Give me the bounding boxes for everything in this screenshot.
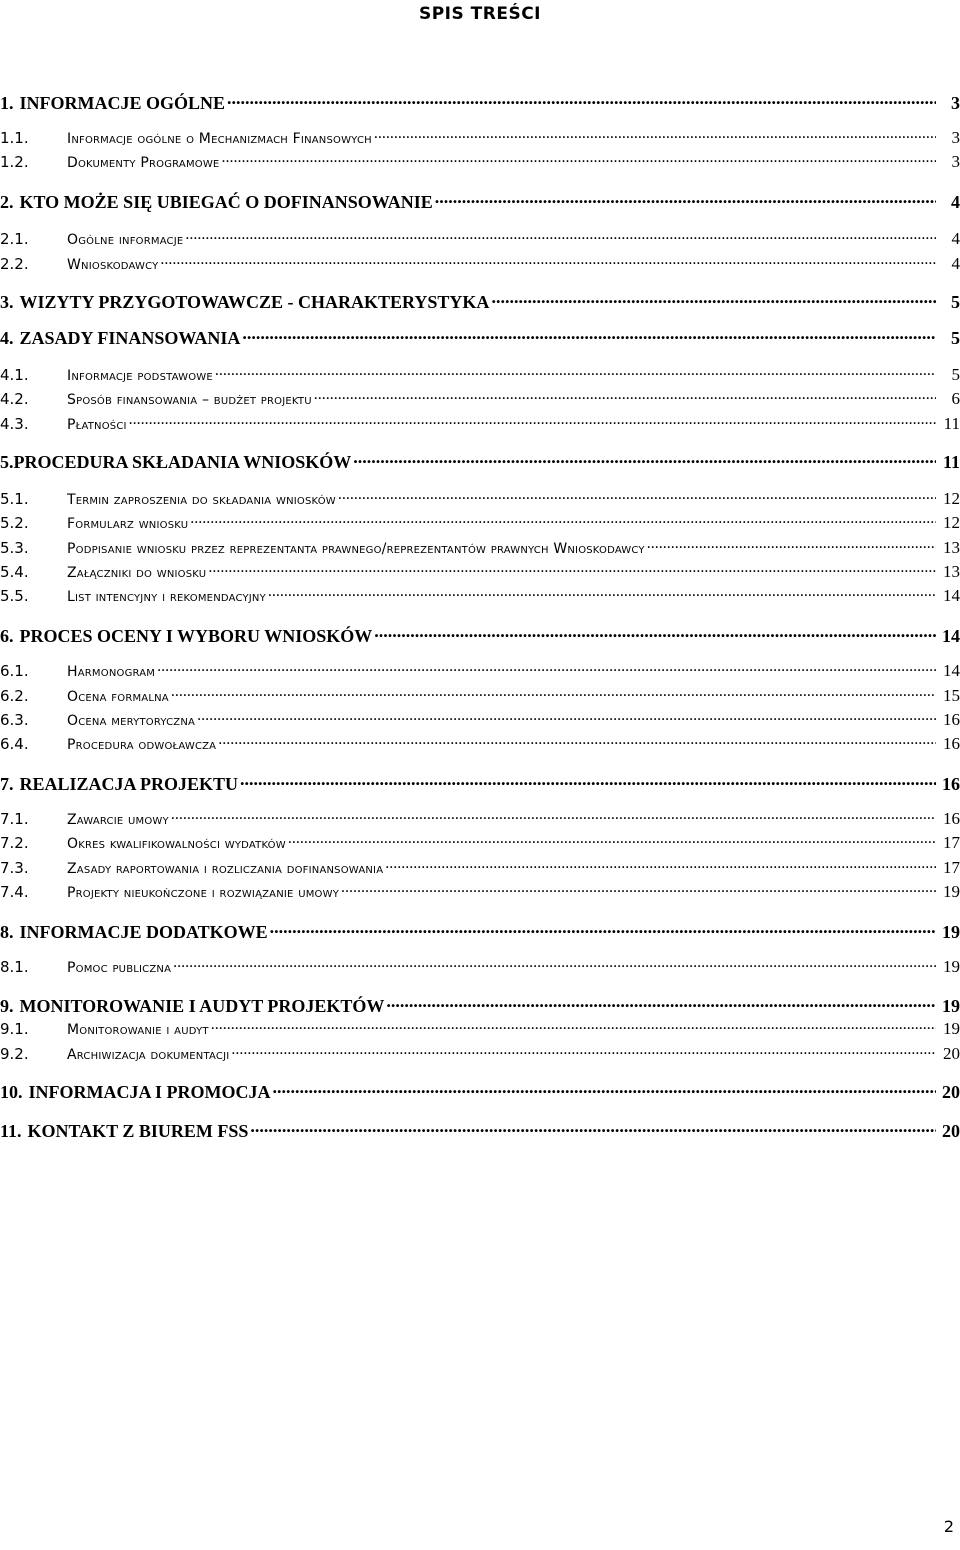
toc-entry-number: 6.3.: [0, 711, 29, 729]
toc-entry-page: 14: [942, 626, 960, 646]
toc-subentry[interactable]: [0, 561, 960, 582]
dot-leader: [185, 228, 936, 244]
toc-subentry[interactable]: [0, 127, 960, 148]
toc-entry-title: List intencyjny i rekomendacyjny: [67, 589, 266, 605]
toc-entry-page: 19: [943, 957, 960, 976]
toc-entry-title: Procedura odwoławcza: [67, 737, 217, 753]
toc-subentry[interactable]: [0, 228, 960, 249]
toc-entry-title: Ocena merytoryczna: [67, 713, 196, 729]
toc-subentry[interactable]: [0, 512, 960, 533]
toc-entry-number: 4.1.: [0, 366, 29, 384]
dot-leader: [647, 537, 936, 553]
toc-entry-number: 3.: [0, 292, 14, 312]
toc-entry-page: 5: [951, 365, 960, 384]
toc-entry-number: 5.1.: [0, 490, 29, 508]
dot-leader: [171, 685, 936, 701]
toc-entry-number: 4.2.: [0, 390, 29, 408]
dot-leader: [435, 190, 936, 208]
dot-leader: [242, 326, 936, 344]
dot-leader: [208, 561, 936, 577]
toc-entry-page: 3: [951, 128, 960, 147]
toc-entry-number: 8.: [0, 922, 14, 942]
dot-leader: [385, 857, 936, 873]
dot-leader: [221, 151, 936, 167]
toc-entry-number: 7.1.: [0, 810, 29, 828]
toc-entry[interactable]: [0, 920, 960, 943]
toc-entry[interactable]: [0, 326, 960, 349]
dot-leader: [386, 994, 936, 1012]
toc-entry-page: 13: [943, 538, 960, 557]
toc-entry-number: 2.1.: [0, 230, 29, 248]
toc-entry-title: Płatności: [67, 417, 127, 433]
toc-entry-number: 1.2.: [0, 153, 29, 171]
toc-entry-title: Projekty nieukończone i rozwiązanie umowy: [67, 885, 340, 901]
toc-entry-page: 11: [943, 414, 960, 433]
toc-entry-title: PROCEDURA SKŁADANIA WNIOSKÓW: [13, 452, 352, 472]
toc-entry-page: 11: [942, 452, 960, 472]
toc-entry-title: Ocena formalna: [67, 689, 169, 705]
toc-subentry[interactable]: [0, 253, 960, 274]
toc-entry-title: Pomoc publiczna: [67, 960, 172, 976]
dot-leader: [171, 808, 936, 824]
toc-entry-number: 9.1.: [0, 1020, 29, 1038]
toc-entry-title: Informacje ogólne o Mechanizmach Finansowych: [67, 131, 372, 147]
dot-leader: [240, 772, 936, 790]
dot-leader: [288, 832, 936, 848]
toc-entry-number: 7.2.: [0, 834, 29, 852]
toc-entry-number: 5.5.: [0, 587, 29, 605]
dot-leader: [160, 253, 936, 269]
toc-subentry[interactable]: [0, 388, 960, 409]
dot-leader: [338, 488, 936, 504]
toc-entry-title: Dokumenty Programowe: [67, 155, 220, 171]
toc-entry-title: KONTAKT Z BIUREM FSS: [27, 1121, 249, 1141]
toc-subentry[interactable]: [0, 660, 960, 681]
toc-entry[interactable]: [0, 290, 960, 313]
toc-entry-title: REALIZACJA PROJEKTU: [19, 774, 239, 794]
toc-entry-number: 7.: [0, 774, 14, 794]
toc-entry-number: 2.2.: [0, 255, 29, 273]
toc-entry-page: 3: [951, 93, 960, 113]
toc-entry-number: 6.: [0, 626, 14, 646]
toc-entry-page: 19: [942, 922, 960, 942]
dot-leader: [268, 585, 936, 601]
toc-entry-title: Zawarcie umowy: [67, 812, 169, 828]
toc-entry-page: 4: [951, 192, 960, 212]
toc-subentry[interactable]: [0, 488, 960, 509]
dot-leader: [374, 624, 936, 642]
toc-entry-number: 5.: [0, 452, 14, 472]
toc-entry-number: 2.: [0, 192, 14, 212]
toc-subentry[interactable]: [0, 413, 960, 434]
toc-entry-title: Załączniki do wniosku: [67, 565, 207, 581]
toc-entry-title: Formularz wniosku: [67, 516, 189, 532]
toc-entry-number: 5.3.: [0, 539, 29, 557]
toc-entry[interactable]: [0, 994, 960, 1017]
toc-entry-title: Harmonogram: [67, 664, 156, 680]
toc-entry-page: 17: [943, 833, 960, 852]
toc-subentry[interactable]: [0, 364, 960, 385]
toc-entry-number: 4.3.: [0, 415, 29, 433]
toc-entry-number: 5.2.: [0, 514, 29, 532]
toc-entry-title: INFORMACJE OGÓLNE: [19, 93, 226, 113]
toc-entry-number: 9.: [0, 996, 14, 1016]
toc-entry-page: 16: [942, 774, 960, 794]
toc-entry-page: 14: [943, 661, 960, 680]
toc-entry-number: 1.1.: [0, 129, 29, 147]
toc-subentry[interactable]: [0, 956, 960, 977]
dot-leader: [227, 91, 936, 109]
toc-entry-page: 20: [942, 1082, 960, 1102]
toc-entry-title: Ogólne informacje: [67, 232, 184, 248]
toc-entry-page: 5: [951, 328, 960, 348]
toc-entry-number: 5.4.: [0, 563, 29, 581]
toc-entry-page: 6: [951, 389, 960, 408]
toc-entry-page: 19: [943, 882, 960, 901]
dot-leader: [272, 1080, 936, 1098]
page-number: 2: [943, 1517, 954, 1536]
dot-leader: [341, 881, 936, 897]
toc-entry-page: 4: [951, 229, 960, 248]
toc-subentry[interactable]: [0, 685, 960, 706]
dot-leader: [211, 1018, 936, 1034]
toc-subentry[interactable]: [0, 1043, 960, 1064]
toc-entry-title: Podpisanie wniosku przez reprezentanta prawnego/reprezentantów prawnych Wnioskodawcy: [67, 541, 645, 557]
toc-entry-number: 7.4.: [0, 883, 29, 901]
toc-entry-page: 16: [943, 809, 960, 828]
toc-entry-page: 4: [951, 254, 960, 273]
toc-entry-title: Zasady raportowania i rozliczania dofinansowania: [67, 861, 384, 877]
toc-subentry[interactable]: [0, 709, 960, 730]
toc-entry-number: 8.1.: [0, 958, 29, 976]
toc-subentry[interactable]: [0, 857, 960, 878]
toc-entry-page: 3: [951, 152, 960, 171]
toc-entry-title: Archiwizacja dokumentacji: [67, 1047, 230, 1063]
dot-leader: [197, 709, 936, 725]
toc-entry-page: 19: [942, 996, 960, 1016]
toc-subentry[interactable]: [0, 537, 960, 558]
toc-entry[interactable]: [0, 450, 960, 473]
toc-entry-page: 16: [943, 710, 960, 729]
toc-entry-title: Wnioskodawcy: [67, 257, 159, 273]
dot-leader: [374, 127, 936, 143]
dot-leader: [157, 660, 936, 676]
toc-entry-number: 9.2.: [0, 1045, 29, 1063]
toc-entry-page: 15: [943, 686, 960, 705]
toc-entry-number: 7.3.: [0, 859, 29, 877]
toc-entry-page: 14: [943, 586, 960, 605]
toc-entry-page: 20: [943, 1044, 960, 1063]
toc-entry-title: WIZYTY PRZYGOTOWAWCZE - CHARAKTERYSTYKA: [19, 292, 490, 312]
dot-leader: [250, 1119, 936, 1137]
toc-entry-title: ZASADY FINANSOWANIA: [19, 328, 241, 348]
dot-leader: [218, 733, 936, 749]
dot-leader: [314, 388, 936, 404]
toc-entry-page: 16: [943, 734, 960, 753]
toc-subentry[interactable]: [0, 151, 960, 172]
dot-leader: [353, 450, 936, 468]
toc-subentry[interactable]: [0, 832, 960, 853]
toc-entry-number: 10.: [0, 1082, 23, 1102]
toc-entry[interactable]: [0, 1119, 960, 1142]
toc-entry-title: Termin zaproszenia do składania wniosków: [67, 492, 336, 508]
toc-entry[interactable]: [0, 91, 960, 114]
toc-entry-number: 4.: [0, 328, 14, 348]
toc-entry-number: 6.4.: [0, 735, 29, 753]
toc-entry-number: 6.1.: [0, 662, 29, 680]
dot-leader: [173, 956, 936, 972]
toc-subentry[interactable]: [0, 733, 960, 754]
dot-leader: [215, 364, 936, 380]
dot-leader: [129, 413, 936, 429]
toc-entry-page: 5: [951, 292, 960, 312]
toc-entry[interactable]: [0, 190, 960, 213]
toc-entry-title: KTO MOŻE SIĘ UBIEGAĆ O DOFINANSOWANIE: [19, 192, 433, 212]
page-title: SPIS TREŚCI: [418, 4, 542, 24]
dot-leader: [231, 1043, 936, 1059]
toc-entry-page: 12: [943, 513, 960, 532]
dot-leader: [491, 290, 936, 308]
toc-entry-title: INFORMACJE DODATKOWE: [19, 922, 268, 942]
toc-entry-page: 20: [942, 1121, 960, 1141]
dot-leader: [190, 512, 936, 528]
toc-entry-title: Sposób finansowania – budżet projektu: [67, 392, 312, 408]
dot-leader: [270, 920, 936, 938]
toc-entry-title: INFORMACJA I PROMOCJA: [28, 1082, 271, 1102]
toc-entry-title: MONITOROWANIE I AUDYT PROJEKTÓW: [19, 996, 385, 1016]
toc-entry-page: 19: [943, 1019, 960, 1038]
toc-subentry[interactable]: [0, 1018, 960, 1039]
toc-entry[interactable]: [0, 1080, 960, 1103]
toc-subentry[interactable]: [0, 881, 960, 902]
toc-entry-page: 12: [943, 489, 960, 508]
toc-subentry[interactable]: [0, 585, 960, 606]
toc-entry-title: Okres kwalifikowalności wydatków: [67, 836, 286, 852]
toc-entry-title: Informacje podstawowe: [67, 368, 213, 384]
toc-entry[interactable]: [0, 772, 960, 795]
toc-entry[interactable]: [0, 624, 960, 647]
toc-entry-number: 1.: [0, 93, 14, 113]
toc-entry-number: 6.2.: [0, 687, 29, 705]
toc-entry-number: 11.: [0, 1121, 22, 1141]
toc-subentry[interactable]: [0, 808, 960, 829]
toc-entry-page: 17: [943, 858, 960, 877]
toc-entry-title: Monitorowanie i audyt: [67, 1022, 209, 1038]
toc-entry-title: PROCES OCENY I WYBORU WNIOSKÓW: [19, 626, 373, 646]
toc-entry-page: 13: [943, 562, 960, 581]
